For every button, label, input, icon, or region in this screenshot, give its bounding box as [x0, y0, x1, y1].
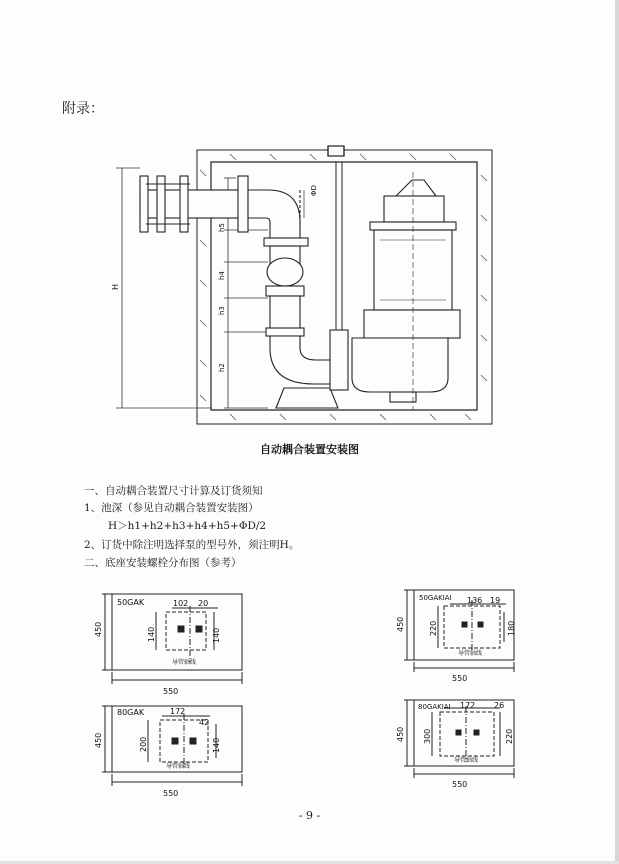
section1-item1: 1、池深（参见自动耦合装置安装图）	[84, 502, 259, 514]
plan2-top2: 19	[490, 596, 501, 605]
appendix-label: 附录：	[62, 101, 104, 117]
plan2-right: 180	[507, 620, 516, 636]
plan1-width: 550	[163, 687, 179, 696]
base-plan-80gak	[102, 706, 242, 786]
plan4-top2: 26	[494, 701, 505, 710]
label-h4: h4	[218, 271, 226, 280]
plan2-top1: 136	[467, 596, 483, 605]
label-phiD: ΦD	[310, 185, 318, 196]
label-H: H	[111, 283, 120, 290]
plan3-right: 140	[212, 737, 221, 753]
plan3-left: 200	[139, 736, 148, 752]
section2-heading: 二、底座安装螺栓分布图（参考）	[84, 557, 242, 569]
base-plan-50gak	[102, 594, 242, 684]
figure-caption: 自动耦合装置安装图	[260, 443, 359, 456]
plan1-top2: 20	[198, 599, 209, 608]
plan2-height: 450	[396, 616, 405, 632]
submersible-pump	[352, 172, 460, 410]
label-h5: h5	[218, 223, 226, 232]
label-h2: h2	[218, 363, 226, 372]
plan2-model: 50GAKIAI	[419, 594, 452, 602]
plan3-axis: 导管轴线	[166, 763, 191, 770]
plan2-width: 550	[452, 674, 468, 683]
riser-pipe	[238, 176, 340, 384]
label-h3: h3	[218, 306, 226, 315]
plan1-model: 50GAK	[117, 598, 145, 607]
plan4-axis: 导管轴线	[454, 757, 479, 764]
section1-item2: 2、订货中除注明选择泵的型号外，须注明H。	[84, 539, 300, 551]
section1-heading: 一、自动耦合装置尺寸计算及订货须知	[84, 485, 263, 497]
plan4-width: 550	[452, 780, 468, 789]
section1-formula: H＞h1+h2+h3+h4+h5+ΦD/2	[108, 520, 267, 532]
plan4-right: 220	[505, 728, 514, 744]
base-plan-80gakiai	[404, 700, 514, 778]
plan3-top2: 42	[199, 718, 210, 727]
plan4-height: 450	[396, 726, 405, 742]
plan4-left: 300	[423, 728, 432, 744]
plan4-top1: 172	[460, 701, 476, 710]
plan1-right: 140	[212, 627, 221, 643]
plan3-height: 450	[94, 732, 103, 748]
plan1-top1: 102	[173, 599, 189, 608]
plan3-top1: 172	[170, 707, 186, 716]
plan3-width: 550	[163, 789, 179, 798]
plan4-model: 80GAKIAI	[418, 703, 451, 711]
plan1-axis: 导管轴线	[172, 659, 197, 666]
plan3-model: 80GAK	[117, 708, 145, 717]
plan1-height: 450	[94, 621, 103, 637]
page-number: - 9 -	[298, 809, 321, 822]
plan2-axis: 导管轴线	[458, 650, 483, 657]
plan1-left: 140	[147, 626, 156, 642]
plan2-left: 220	[429, 620, 438, 636]
